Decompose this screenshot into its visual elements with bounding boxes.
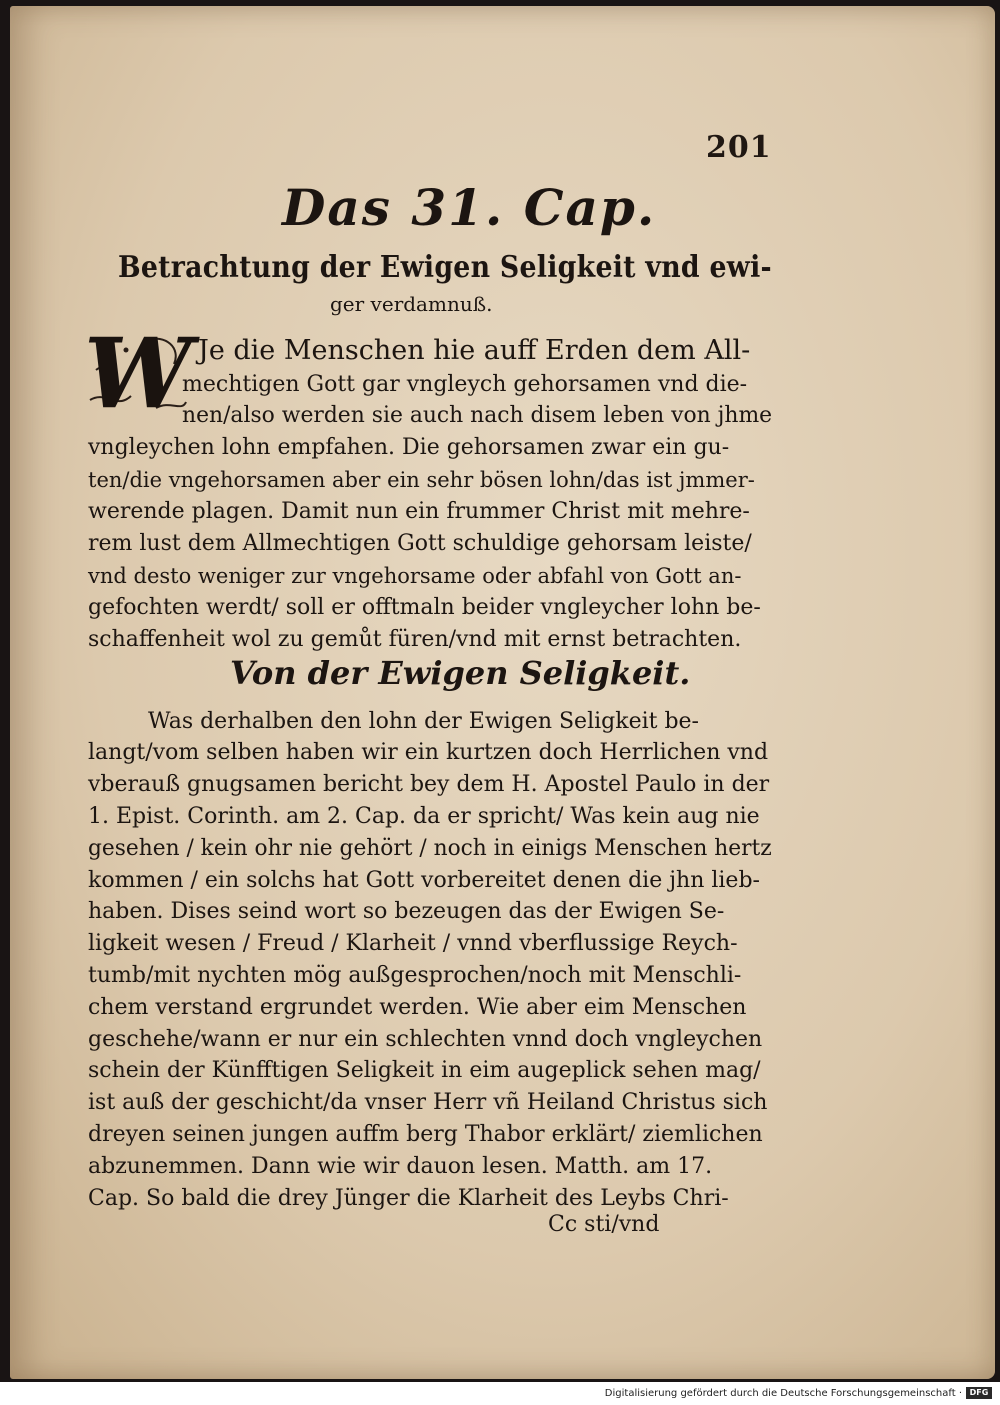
funding-credit: Digitalisierung gefördert durch die Deutsche Forschungsgemeinschaft · [604,1388,962,1399]
text-line: Was derhalben den lohn der Ewigen Seligkeit be- [148,709,699,734]
text-line: Cap. So bald die drey Jünger die Klarheit des Leybs Chri- [88,1186,729,1211]
text-line: nen/also werden sie auch nach disem leben von jhme [182,403,773,428]
text-line: gefochten werdt/ soll er offtmaln beider vngleycher lohn be- [88,595,761,620]
text-line: dreyen seinen jungen auffm berg Thabor erklärt/ ziemlichen [88,1122,763,1147]
dfg-logo-icon: DFG [966,1387,992,1399]
chapter-subtitle-line-2: ger verdamnuß. [330,292,493,316]
text-line: Je die Menschen hie auff Erden dem All- [198,335,751,366]
text-line: schaffenheit wol zu gemůt füren/vnd mit ernst betrachten. [88,627,742,652]
text-line: ist auß der geschicht/da vnser Herr vñ Heiland Christus sich [88,1090,768,1115]
text-line: vberauß gnugsamen bericht bey dem H. Apostel Paulo in der [88,772,770,797]
text-line: schein der Künfftigen Seligkeit in eim augeplick sehen mag/ [88,1058,761,1083]
drop-cap-letter: W [84,317,192,430]
chapter-subtitle-line-1: Betrachtung der Ewigen Seligkeit vnd ewi- [118,250,772,285]
text-line: chem verstand ergrundet werden. Wie aber eim Menschen [88,995,747,1020]
text-line: ligkeit wesen / Freud / Klarheit / vnnd vberflussige Reych- [88,931,738,956]
text-line: 1. Epist. Corinth. am 2. Cap. da er spricht/ Was kein aug nie [88,804,760,829]
text-line: rem lust dem Allmechtigen Gott schuldige gehorsam leiste/ [88,531,752,556]
text-line: abzunemmen. Dann wie wir dauon lesen. Matth. am 17. [88,1154,713,1179]
text-line: vngleychen lohn empfahen. Die gehorsamen zwar ein gu- [88,435,730,460]
page-number: 201 [706,130,772,165]
text-line: gesehen / kein ohr nie gehört / noch in einigs Menschen hertz [88,836,772,861]
text-line: werende plagen. Damit nun ein frummer Christ mit mehre- [88,499,750,524]
catchword: Cc sti/vnd [548,1212,660,1237]
text-line: geschehe/wann er nur ein schlechten vnnd doch vngleychen [88,1027,763,1052]
section-heading: Von der Ewigen Seligkeit. [230,654,691,692]
text-line: vnd desto weniger zur vngehorsame oder abfahl von Gott an- [88,564,742,588]
text-line: ten/die vngehorsamen aber ein sehr bösen lohn/das ist jmmer- [88,468,755,492]
text-line: tumb/mit nychten mög außgesprochen/noch mit Menschli- [88,963,742,988]
text-line: haben. Dises seind wort so bezeugen das der Ewigen Se- [88,899,725,924]
chapter-heading: Das 31. Cap. [282,178,657,237]
text-line: kommen / ein solchs hat Gott vorbereitet denen die jhn lieb- [88,868,760,893]
text-line: langt/vom selben haben wir ein kurtzen doch Herrlichen vnd [88,740,769,765]
text-line: mechtigen Gott gar vngleych gehorsamen vnd die- [182,372,748,397]
